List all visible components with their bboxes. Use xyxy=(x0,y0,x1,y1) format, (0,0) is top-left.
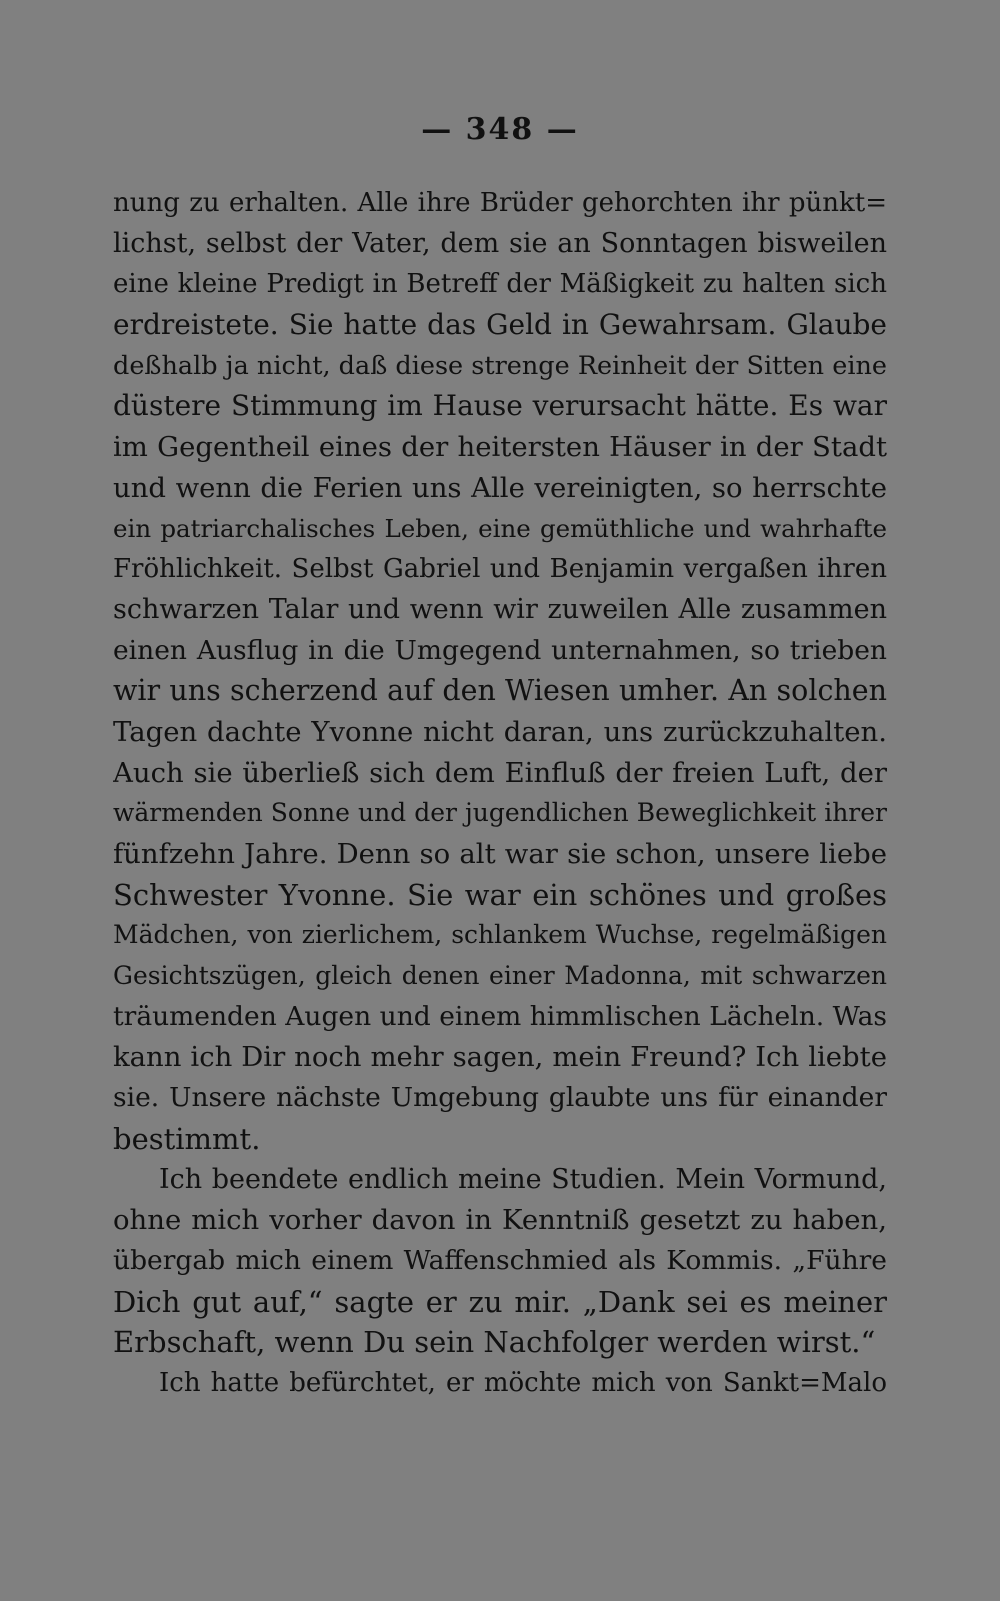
text-line: bestimmt. xyxy=(113,1121,261,1156)
text-line: Schwester Yvonne. Sie war ein schönes und großes xyxy=(113,877,887,912)
text-line: düstere Stimmung im Hause verursacht hätte. Es war xyxy=(113,389,887,423)
text-line: Ich beendete endlich meine Studien. Mein Vormund, xyxy=(159,1163,887,1195)
text-line: Erbschaft, wenn Du sein Nachfolger werden wirst.“ xyxy=(113,1325,876,1360)
text-line: einen Ausflug in die Umgegend unternahmen, so trieben xyxy=(113,634,887,666)
text-line: nung zu erhalten. Alle ihre Brüder gehorchten ihr pünkt= xyxy=(113,188,887,218)
paragraph xyxy=(113,1363,887,1404)
body-text xyxy=(113,183,887,1404)
text-line: kann ich Dir noch mehr sagen, mein Freund? Ich liebte xyxy=(113,1041,887,1074)
text-line: deßhalb ja nicht, daß diese strenge Reinheit der Sitten eine xyxy=(113,350,887,381)
text-line: und wenn die Ferien uns Alle vereinigten, so herrschte xyxy=(113,471,887,504)
text-line: übergab mich einem Waffenschmied als Kommis. „Führe xyxy=(113,1244,887,1276)
text-line: Tagen dachte Yvonne nicht daran, uns zurückzuhalten. xyxy=(113,715,887,748)
text-line: Gesichtszügen, gleich denen einer Madonna, mit schwarzen xyxy=(113,961,887,991)
text-line: im Gegentheil eines der heitersten Häuser in der Stadt xyxy=(113,431,887,464)
text-line: eine kleine Predigt in Betreff der Mäßigkeit zu halten sich xyxy=(113,269,887,300)
text-line: Dich gut auf,“ sagte er zu mir. „Dank sei es meiner xyxy=(113,1284,887,1319)
text-line: fünfzehn Jahre. Denn so alt war sie schon, unsere liebe xyxy=(113,838,887,870)
text-line: wir uns scherzend auf den Wiesen umher. An solchen xyxy=(113,674,887,708)
page-number: — 348 — xyxy=(421,112,579,147)
paragraph xyxy=(113,183,887,1160)
text-line: ein patriarchalisches Leben, eine gemüthliche und wahrhafte xyxy=(113,513,887,543)
text-line: Mädchen, von zierlichem, schlankem Wuchse, regelmäßigen xyxy=(113,920,887,950)
text-line: Fröhlichkeit. Selbst Gabriel und Benjamin vergaßen ihren xyxy=(113,554,887,585)
text-line: wärmenden Sonne und der jugendlichen Beweglichkeit ihrer xyxy=(113,798,887,828)
text-line: träumenden Augen und einem himmlischen Lächeln. Was xyxy=(113,1000,887,1032)
text-line: erdreistete. Sie hatte das Geld in Gewahrsam. Glaube xyxy=(113,308,887,342)
text-line: schwarzen Talar und wenn wir zuweilen Alle zusammen xyxy=(113,593,887,625)
text-line: Ich hatte befürchtet, er möchte mich von Sankt=Malo xyxy=(159,1367,887,1398)
paragraph xyxy=(113,1160,887,1363)
text-line: lichst, selbst der Vater, dem sie an Sonntagen bisweilen xyxy=(113,227,887,259)
text-line: Auch sie überließ sich dem Einfluß der freien Luft, der xyxy=(113,756,887,789)
text-line: ohne mich vorher davon in Kenntniß gesetzt zu haben, xyxy=(113,1204,887,1237)
text-line: sie. Unsere nächste Umgebung glaubte uns für einander xyxy=(113,1082,887,1114)
